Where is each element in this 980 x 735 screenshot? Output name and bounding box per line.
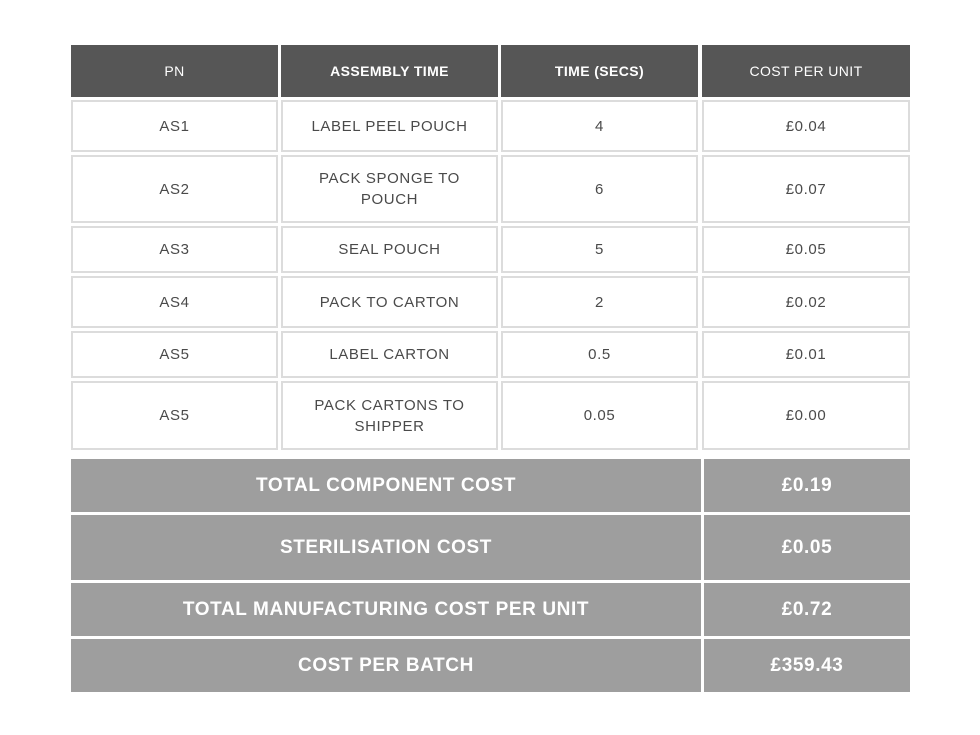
cell-assembly: PACK CARTONS TO SHIPPER	[281, 381, 498, 450]
cell-cost: £0.02	[702, 276, 910, 328]
cell-cost: £0.07	[702, 155, 910, 223]
header-cost-per-unit: COST PER UNIT	[702, 45, 910, 97]
cell-cost: £0.01	[702, 331, 910, 378]
cell-time: 6	[501, 155, 698, 223]
cell-assembly: PACK SPONGE TO POUCH	[281, 155, 498, 223]
cell-pn: AS4	[71, 276, 278, 328]
cell-time: 0.5	[501, 331, 698, 378]
cell-pn: AS5	[71, 331, 278, 378]
cell-assembly: LABEL PEEL POUCH	[281, 100, 498, 152]
cell-cost: £0.00	[702, 381, 910, 450]
summary-value-total-manufacturing-cost: £0.72	[704, 583, 910, 636]
summary-label-sterilisation-cost: STERILISATION COST	[71, 515, 701, 580]
summary-value-total-component-cost: £0.19	[704, 459, 910, 512]
cell-assembly: PACK TO CARTON	[281, 276, 498, 328]
cell-pn: AS5	[71, 381, 278, 450]
cell-cost: £0.05	[702, 226, 910, 273]
cell-assembly: LABEL CARTON	[281, 331, 498, 378]
cell-time: 4	[501, 100, 698, 152]
cell-pn: AS2	[71, 155, 278, 223]
cell-time: 5	[501, 226, 698, 273]
summary-value-sterilisation-cost: £0.05	[704, 515, 910, 580]
summary-label-total-manufacturing-cost: TOTAL MANUFACTURING COST PER UNIT	[71, 583, 701, 636]
cell-time: 2	[501, 276, 698, 328]
cell-assembly: SEAL POUCH	[281, 226, 498, 273]
summary-label-cost-per-batch: COST PER BATCH	[71, 639, 701, 692]
summary-label-total-component-cost: TOTAL COMPONENT COST	[71, 459, 701, 512]
cell-cost: £0.04	[702, 100, 910, 152]
cell-pn: AS1	[71, 100, 278, 152]
cell-time: 0.05	[501, 381, 698, 450]
header-pn: PN	[71, 45, 278, 97]
header-assembly-time: ASSEMBLY TIME	[281, 45, 498, 97]
cell-pn: AS3	[71, 226, 278, 273]
summary-value-cost-per-batch: £359.43	[704, 639, 910, 692]
header-time-secs: TIME (SECS)	[501, 45, 698, 97]
